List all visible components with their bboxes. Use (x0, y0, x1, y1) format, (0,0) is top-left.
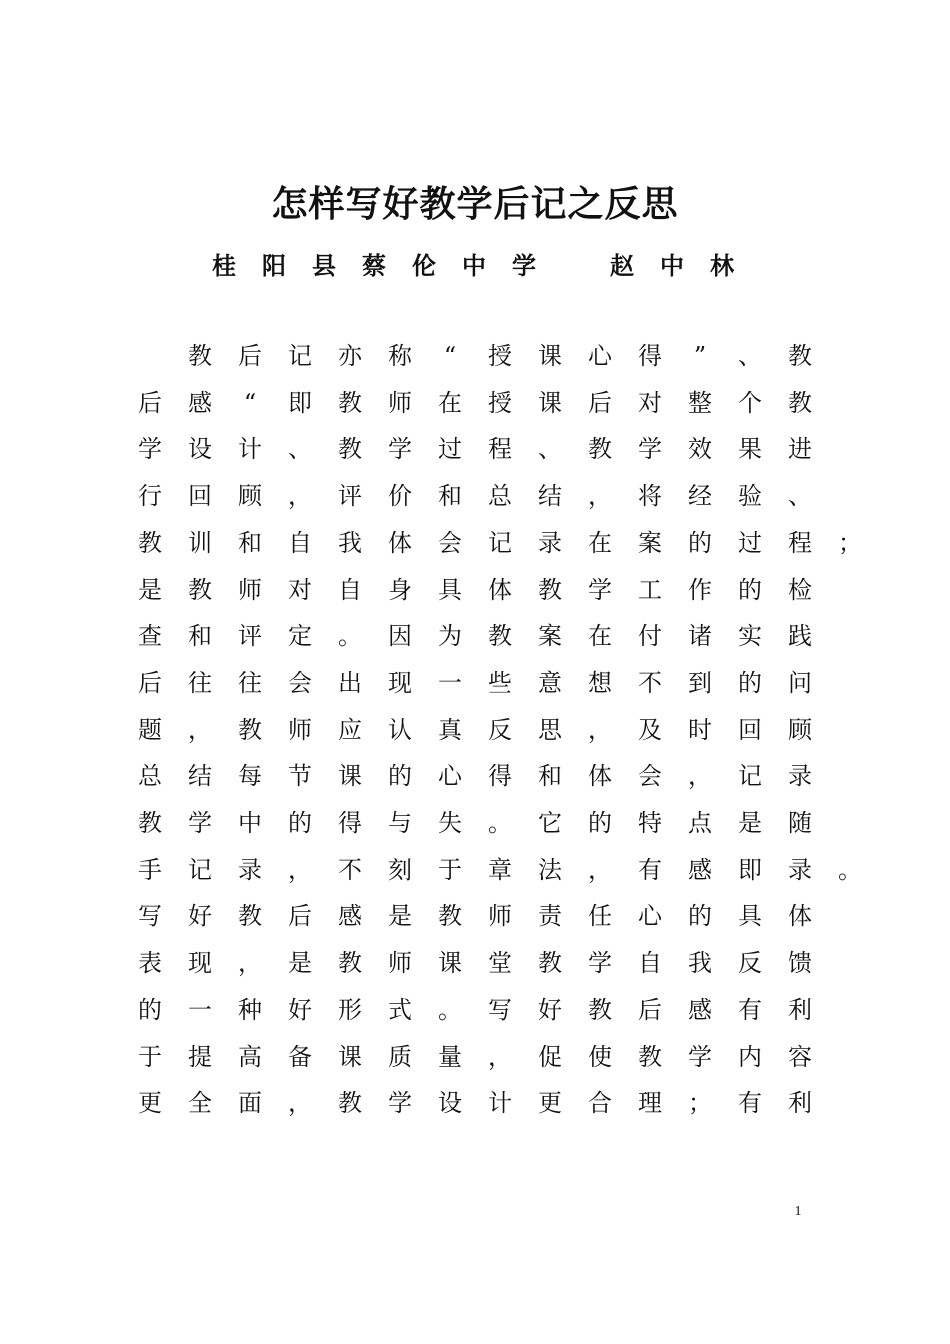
text-char: 全 (188, 1089, 212, 1118)
text-char: 将 (638, 482, 662, 511)
text-char: 学 (388, 435, 412, 464)
text-char: 会 (638, 762, 662, 791)
text-char: 结 (538, 482, 562, 511)
text-char: 想 (588, 668, 612, 697)
text-char: 心 (638, 902, 662, 931)
text-char: 于 (138, 1042, 162, 1071)
text-char: 记 (738, 762, 762, 791)
text-char: 案 (638, 528, 662, 557)
text-char: 身 (388, 575, 412, 604)
text-char: 的 (288, 809, 312, 837)
text-char: 体 (788, 902, 812, 931)
text-char: 章 (488, 855, 512, 884)
text-char: 设 (188, 435, 212, 464)
text-char: 表 (138, 949, 162, 978)
text-char: 自 (338, 575, 362, 604)
text-char: 合 (588, 1089, 612, 1118)
text-char: 堂 (488, 949, 512, 978)
text-char: 更 (138, 1089, 162, 1118)
text-char: 的 (588, 809, 612, 837)
text-char: 教 (188, 575, 212, 604)
text-char: 工 (638, 575, 662, 604)
text-char: 反 (738, 949, 762, 978)
text-char: 理 (638, 1089, 662, 1118)
text-char: 称 (388, 342, 412, 370)
text-char: 经 (688, 482, 712, 511)
text-char: 训 (188, 528, 212, 557)
text-char: 不 (338, 855, 362, 884)
text-char: 和 (538, 762, 562, 791)
text-char: 教 (488, 622, 512, 651)
text-char: 写 (138, 902, 162, 931)
text-char: 后 (638, 995, 662, 1024)
text-char: 具 (438, 575, 462, 604)
text-char: 好 (288, 995, 312, 1024)
text-char: ” (693, 342, 707, 370)
text-char: 好 (538, 995, 562, 1024)
text-char: 它 (538, 809, 562, 837)
text-char: 面 (238, 1089, 262, 1118)
text-char: 定 (288, 622, 312, 651)
text-char: 式 (388, 995, 412, 1024)
text-char: ， (688, 762, 712, 791)
text-char: 为 (438, 622, 462, 651)
text-char: 记 (288, 342, 312, 370)
text-char: 验 (738, 482, 762, 511)
text-char: 课 (438, 949, 462, 978)
text-char: 计 (488, 1089, 512, 1118)
text-char: 、 (738, 342, 762, 370)
text-char: 回 (188, 482, 212, 511)
text-char: 得 (338, 809, 362, 837)
text-char: 反 (488, 715, 512, 744)
text-char: 教 (338, 1089, 362, 1118)
text-char: 录 (788, 855, 812, 884)
text-char: 师 (238, 575, 262, 604)
text-char: 教 (588, 995, 612, 1024)
text-char: 一 (188, 995, 212, 1024)
text-char: 亦 (338, 342, 362, 370)
text-char: 。 (488, 809, 512, 837)
author-school: 桂 阳 县 蔡 伦 中 学 (212, 251, 536, 280)
text-char: 对 (638, 388, 662, 417)
text-char: 时 (688, 715, 712, 744)
text-char: 过 (738, 528, 762, 557)
text-char: 在 (588, 528, 612, 557)
text-char: 过 (438, 435, 462, 464)
text-char: 课 (338, 762, 362, 791)
text-char: 的 (688, 902, 712, 931)
text-char: 质 (388, 1042, 412, 1071)
text-char: 课 (538, 342, 562, 370)
text-char: 教 (338, 435, 362, 464)
text-char: 结 (188, 762, 212, 791)
text-char: 形 (338, 995, 362, 1024)
text-char: ； (838, 528, 862, 557)
text-char: 教 (238, 902, 262, 931)
text-char: 认 (388, 715, 412, 744)
text-char: 真 (438, 715, 462, 744)
text-char: ， (238, 949, 262, 978)
text-char: 诸 (688, 622, 712, 651)
text-char: 教 (338, 388, 362, 417)
text-char: 利 (788, 995, 812, 1024)
text-char: 量 (438, 1042, 462, 1071)
text-char: 题 (138, 715, 162, 744)
text-char: 师 (388, 388, 412, 417)
text-char: 体 (388, 528, 412, 557)
text-char: 得 (488, 762, 512, 791)
text-char: 评 (338, 482, 362, 511)
text-char: ， (588, 482, 612, 511)
text-char: 付 (638, 622, 662, 651)
text-char: 和 (238, 528, 262, 557)
text-char: 有 (738, 1089, 762, 1118)
text-char: 顾 (788, 715, 812, 744)
text-char: 的 (738, 575, 762, 604)
text-char: 高 (238, 1042, 262, 1071)
text-char: ， (288, 1089, 312, 1118)
text-char: 是 (738, 809, 762, 837)
text-char: 与 (388, 809, 412, 837)
text-char: 个 (738, 388, 762, 417)
text-char: 。 (438, 995, 462, 1024)
author-name: 赵 中 林 (610, 251, 734, 280)
text-char: 节 (288, 762, 312, 791)
text-char: 总 (488, 482, 512, 511)
text-char: 作 (688, 575, 712, 604)
text-char: 有 (638, 855, 662, 884)
text-char: 中 (238, 809, 262, 837)
text-char: 行 (138, 482, 162, 511)
text-char: 因 (388, 622, 412, 651)
text-char: 设 (438, 1089, 462, 1118)
text-char: 法 (538, 855, 562, 884)
text-char: 师 (388, 949, 412, 978)
text-char: 自 (638, 949, 662, 978)
text-char: 我 (688, 949, 712, 978)
text-char: 点 (688, 809, 712, 837)
text-char: 不 (638, 668, 662, 697)
text-char: 具 (738, 902, 762, 931)
text-char: 感 (338, 902, 362, 931)
text-char: 进 (788, 435, 812, 464)
text-char: 师 (288, 715, 312, 744)
text-char: ， (188, 715, 212, 744)
text-char: 总 (138, 762, 162, 791)
text-char: 、 (788, 482, 812, 511)
text-char: 学 (688, 1042, 712, 1071)
text-char: 教 (238, 715, 262, 744)
text-char: 往 (238, 668, 262, 697)
text-char: ； (688, 1089, 712, 1118)
text-char: 提 (188, 1042, 212, 1071)
text-char: 查 (138, 622, 162, 651)
text-char: 学 (588, 575, 612, 604)
text-char: 教 (538, 575, 562, 604)
text-char: 录 (538, 528, 562, 557)
text-char: 后 (138, 388, 162, 417)
text-char: 效 (688, 435, 712, 464)
text-char: 授 (488, 388, 512, 417)
text-char: 案 (538, 622, 562, 651)
text-char: 计 (238, 435, 262, 464)
text-char: ， (588, 715, 612, 744)
text-char: 好 (188, 902, 212, 931)
text-char: 刻 (388, 855, 412, 884)
text-char: 教 (588, 435, 612, 464)
text-char: 师 (488, 902, 512, 931)
text-char: 评 (238, 622, 262, 651)
text-char: 践 (788, 622, 812, 651)
text-char: 失 (438, 809, 462, 837)
text-char: 促 (538, 1042, 562, 1071)
text-char: 任 (588, 902, 612, 931)
text-char: 在 (588, 622, 612, 651)
text-char: 后 (288, 902, 312, 931)
text-char: 手 (138, 855, 162, 884)
text-char: 馈 (788, 949, 812, 978)
text-char: 更 (538, 1089, 562, 1118)
text-char: “ (243, 388, 257, 417)
text-char: 在 (438, 388, 462, 417)
text-char: 问 (788, 668, 812, 697)
text-char: 教 (188, 342, 212, 370)
text-char: 应 (338, 715, 362, 744)
text-char: 的 (688, 528, 712, 557)
text-char: 使 (588, 1042, 612, 1071)
text-char: 现 (188, 949, 212, 978)
author-line (212, 246, 760, 281)
text-char: 即 (288, 388, 312, 417)
text-char: 往 (188, 668, 212, 697)
text-char: 记 (188, 855, 212, 884)
text-char: 授 (488, 342, 512, 370)
page-number: 1 (794, 1204, 802, 1219)
text-char: 是 (138, 575, 162, 604)
text-char: 心 (588, 342, 612, 370)
text-char: 录 (788, 762, 812, 791)
text-char: 价 (388, 482, 412, 511)
text-char: 感 (188, 388, 212, 417)
text-char: 顾 (238, 482, 262, 511)
text-char: 教 (438, 902, 462, 931)
text-char: 实 (738, 622, 762, 651)
text-char: 责 (538, 902, 562, 931)
text-char: 教 (538, 949, 562, 978)
text-char: 录 (238, 855, 262, 884)
text-char: 教 (638, 1042, 662, 1071)
text-char: 出 (338, 668, 362, 697)
text-char: 教 (338, 949, 362, 978)
text-char: 现 (388, 668, 412, 697)
text-char: 随 (788, 809, 812, 837)
text-char: 内 (738, 1042, 762, 1071)
text-char: 后 (138, 668, 162, 697)
text-char: 备 (288, 1042, 312, 1071)
text-char: 教 (138, 809, 162, 837)
text-char: 教 (138, 528, 162, 557)
text-char: 。 (838, 855, 862, 884)
text-char: 课 (538, 388, 562, 417)
text-char: 后 (238, 342, 262, 370)
text-char: 有 (738, 995, 762, 1024)
text-char: 果 (738, 435, 762, 464)
text-char: 的 (388, 762, 412, 791)
text-char: 教 (788, 388, 812, 417)
text-char: 是 (388, 902, 412, 931)
text-char: 对 (288, 575, 312, 604)
text-char: 一 (438, 668, 462, 697)
text-char: 感 (688, 995, 712, 1024)
text-char: 是 (288, 949, 312, 978)
text-char: 利 (788, 1089, 812, 1118)
text-char: 课 (338, 1042, 362, 1071)
text-char: 得 (638, 342, 662, 370)
text-char: 。 (338, 622, 362, 651)
text-char: 整 (688, 388, 712, 417)
text-char: 和 (188, 622, 212, 651)
text-char: 写 (488, 995, 512, 1024)
text-char: 心 (438, 762, 462, 791)
text-char: 学 (638, 435, 662, 464)
text-char: 于 (438, 855, 462, 884)
text-char: 记 (488, 528, 512, 557)
document-title: 怎样写好教学后记之反思 (271, 183, 679, 225)
text-char: 后 (588, 388, 612, 417)
text-char: 种 (238, 995, 262, 1024)
text-char: 学 (588, 949, 612, 978)
text-char: 和 (438, 482, 462, 511)
text-char: 、 (538, 435, 562, 464)
text-char: 学 (388, 1089, 412, 1118)
text-char: 会 (288, 668, 312, 697)
text-char: ， (288, 482, 312, 511)
text-char: 感 (688, 855, 712, 884)
text-char: 程 (788, 528, 812, 557)
text-char: 及 (638, 715, 662, 744)
text-char: 的 (138, 995, 162, 1024)
text-char: 意 (538, 668, 562, 697)
text-char: 体 (588, 762, 612, 791)
text-char: 到 (688, 668, 712, 697)
text-char: ， (488, 1042, 512, 1071)
text-char: 程 (488, 435, 512, 464)
text-char: “ (443, 342, 457, 370)
text-char: 每 (238, 762, 262, 791)
text-char: 自 (288, 528, 312, 557)
text-char: 学 (138, 435, 162, 464)
text-char: ， (288, 855, 312, 884)
text-char: 思 (538, 715, 562, 744)
text-char: 检 (788, 575, 812, 604)
text-char: 即 (738, 855, 762, 884)
text-char: 体 (488, 575, 512, 604)
text-char: 、 (288, 435, 312, 464)
text-char: 回 (738, 715, 762, 744)
text-char: ， (588, 855, 612, 884)
text-char: 教 (788, 342, 812, 370)
text-char: 的 (738, 668, 762, 697)
text-char: 容 (788, 1042, 812, 1071)
text-char: 些 (488, 668, 512, 697)
text-char: 学 (188, 809, 212, 837)
text-char: 特 (638, 809, 662, 837)
text-char: 我 (338, 528, 362, 557)
text-char: 会 (438, 528, 462, 557)
